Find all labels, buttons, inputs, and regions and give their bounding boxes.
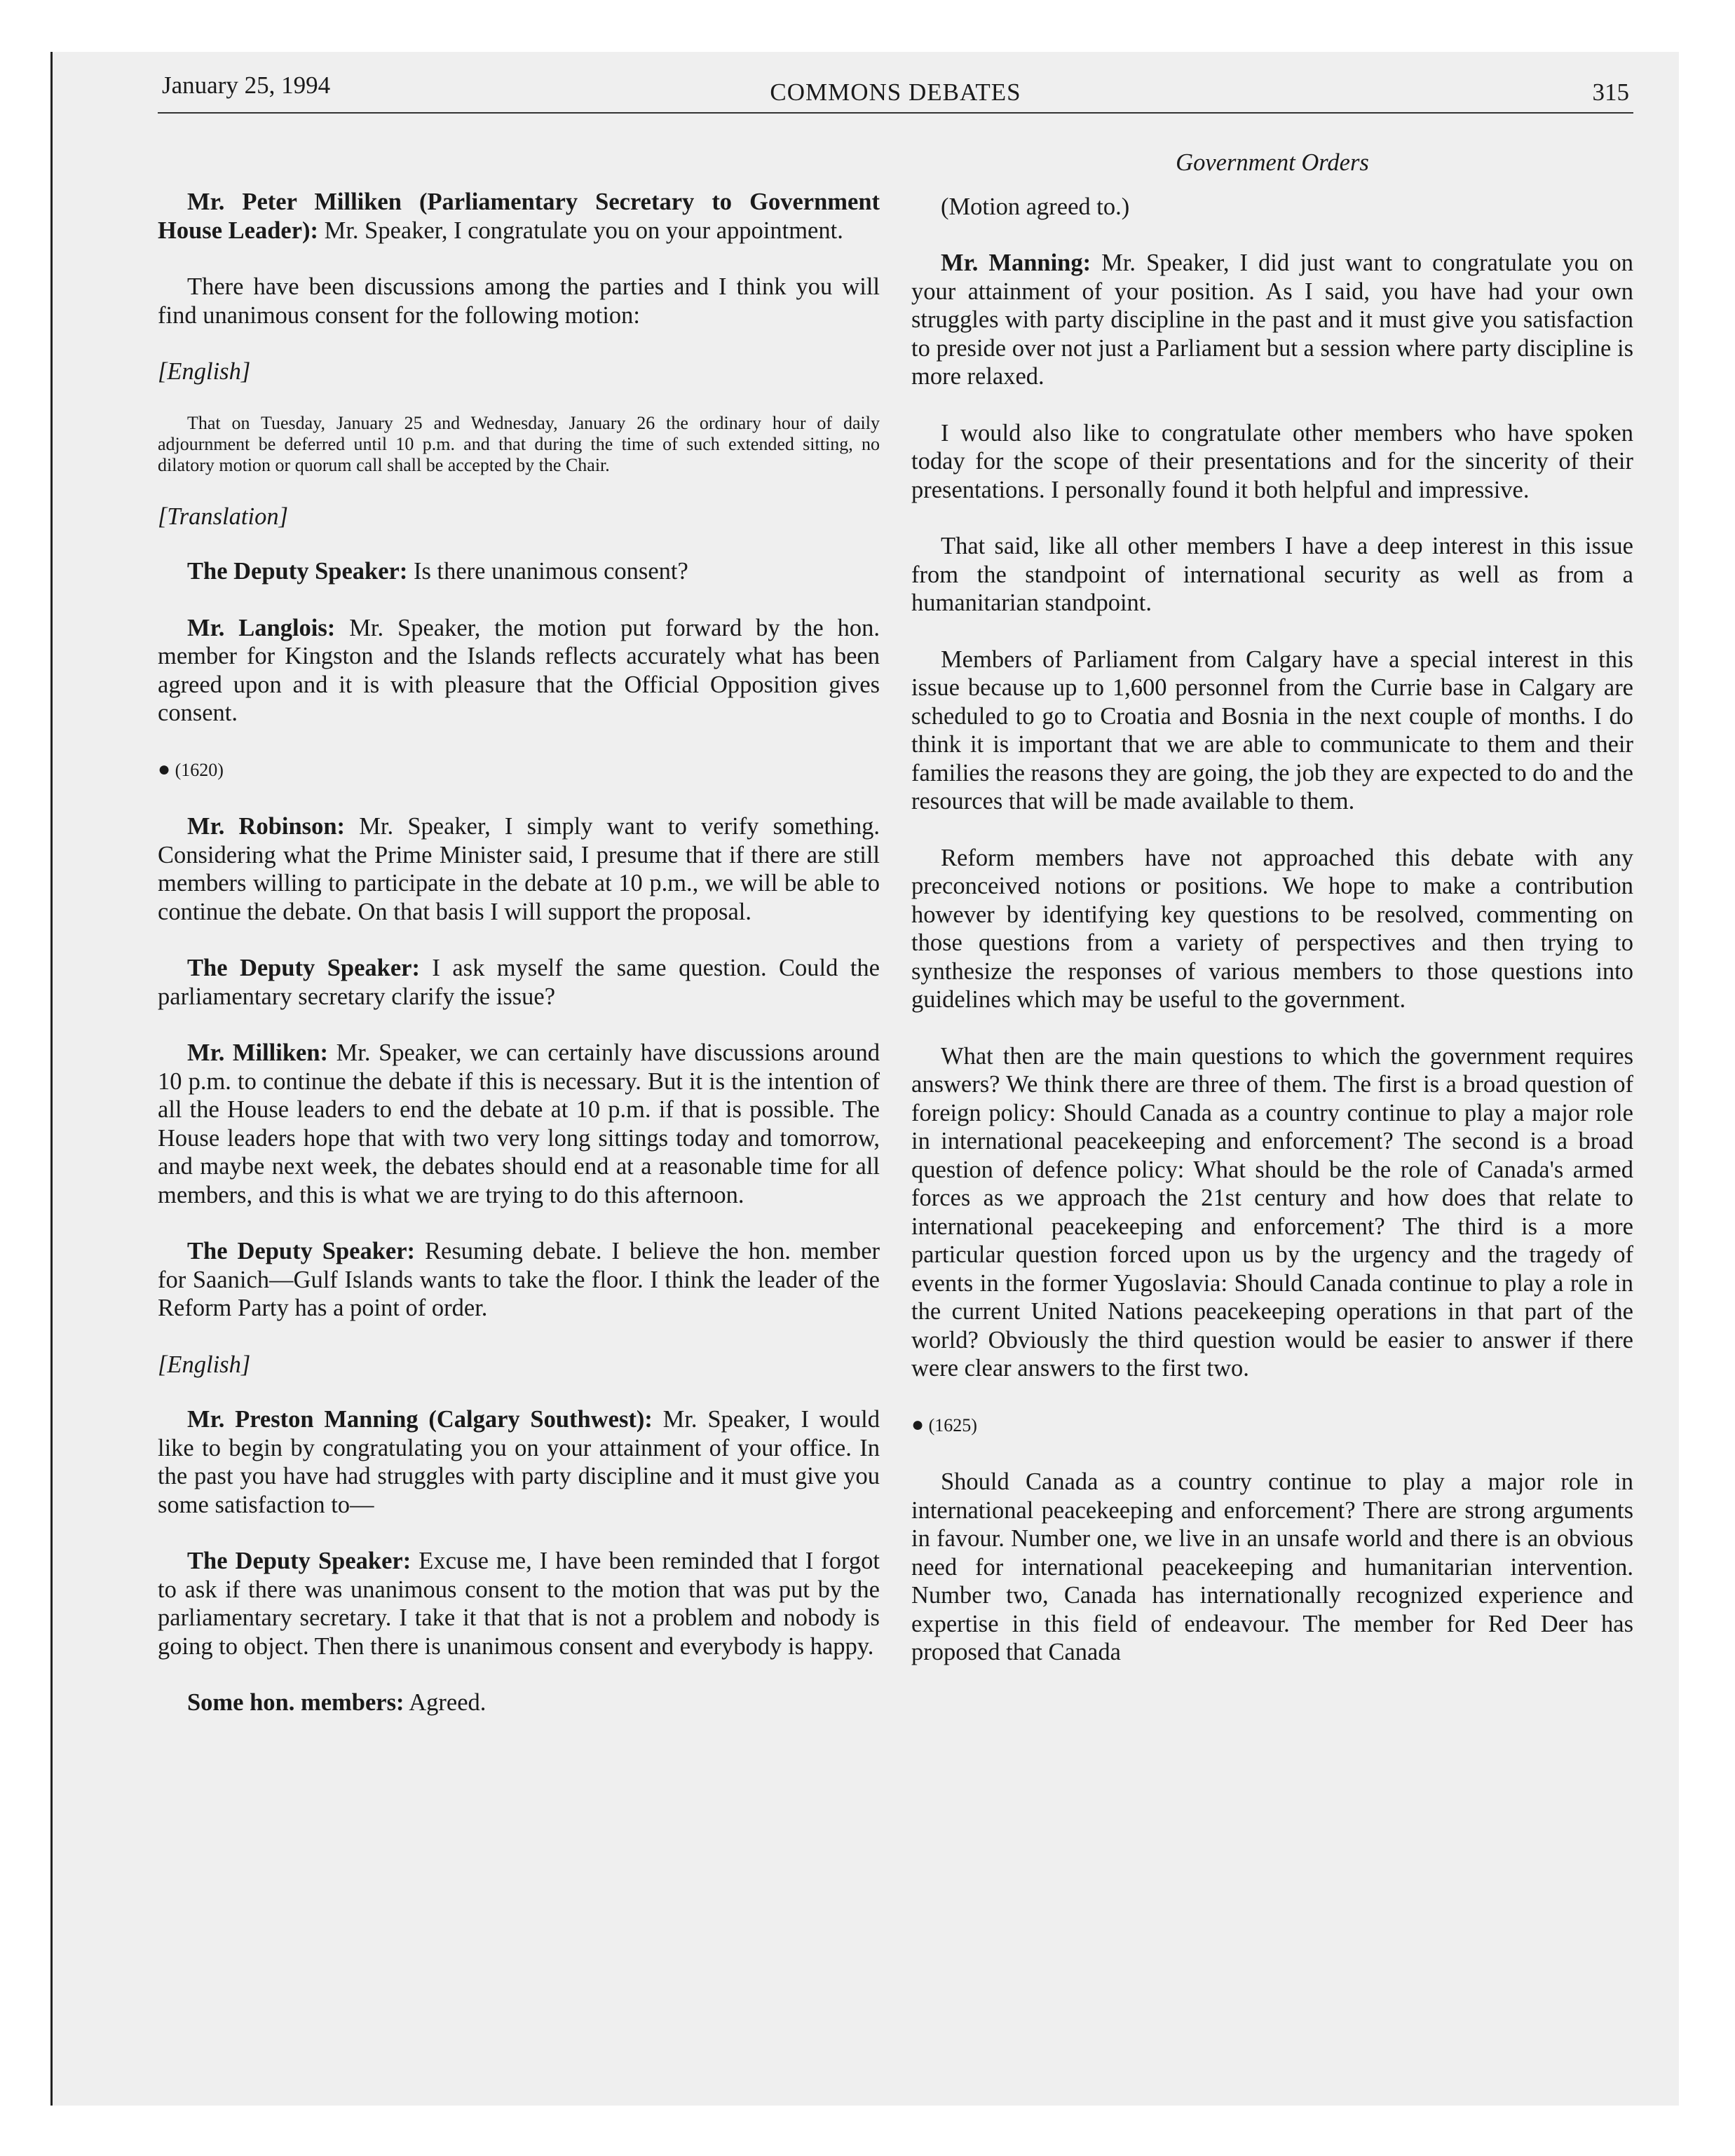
speaker-name: The Deputy Speaker:	[187, 955, 420, 981]
speech-text: Resuming debate. I believe the hon. member for Saanich—Gulf Islands wants to take the floor. I think the leader of the Reform Party has a point of order.	[158, 1238, 880, 1321]
paragraph	[158, 557, 880, 586]
paragraph: That said, like all other members I have a deep interest in this issue from the standpoint of international security as well as from a humanitarian standpoint.	[911, 533, 1633, 616]
speech-text: Mr. Speaker, I congratulate you on your appointment.	[318, 217, 843, 244]
speaker-name: Mr. Langlois:	[187, 614, 336, 641]
time-stamp: (1625)	[928, 1414, 977, 1435]
speaker-name: Mr. Peter Milliken (Parliamentary Secretary to Government House Leader):	[158, 189, 880, 244]
speech-text: Mr. Speaker, I would like to begin by congratulating you on your attainment of your office. In the past you have had struggles with party discipline and it must give you some satisfaction to—	[158, 1406, 880, 1518]
header-date: January 25, 1994	[162, 71, 331, 99]
paragraph: I would also like to congratulate other members who have spoken today for the scope of their presentations and for the sincerity of their presentations. I personally found it both helpful and impressive.	[911, 419, 1633, 503]
paragraph	[158, 1237, 880, 1323]
paragraph	[158, 614, 880, 728]
speech-text: Mr. Speaker, the motion put forward by the hon. member for Kingston and the Islands reflects accurately what has been agreed upon and it is with pleasure that the Official Opposition gives consent.	[158, 614, 880, 726]
paragraph	[158, 1039, 880, 1209]
paragraph: Should Canada as a country continue to play a major role in international peacekeeping and enforcement? There are strong arguments in favour. Number one, we live in an unsafe world and there is an obvious need for international peacekeeping and humanitarian intervention. Number two, Canada has internationally recognized experience and expertise in this field of endeavour. The member for Red Deer has proposed that Canada	[911, 1468, 1633, 1665]
language-marker: [Translation]	[158, 503, 288, 530]
speaker-name: The Deputy Speaker:	[187, 1548, 411, 1574]
speech-text: Agreed.	[404, 1689, 487, 1716]
paragraph	[158, 1547, 880, 1660]
paragraph	[158, 812, 880, 926]
speech-text: Mr. Speaker, I did just want to congratulate you on your attainment of your position. As I said, you have had your own struggles with party discipline in the past and it must give you satisfaction to preside over not just a Parliament but a session where party discipline is more relaxed.	[911, 250, 1633, 390]
speech-text: Mr. Speaker, we can certainly have discussions around 10 p.m. to continue the debate if this is necessary. But it is the intention of all the House leaders to end the debate at 10 p.m. if that is possible. The House leaders hope that with two very long sittings today and tomorrow, and maybe next week, the debates should end at a reasonable time for all members, and this is what we are trying to do this afternoon.	[158, 1039, 880, 1208]
language-marker: [English]	[158, 358, 251, 385]
speech-text: Is there unanimous consent?	[407, 558, 688, 585]
page-number: 315	[1592, 79, 1629, 106]
paragraph: (Motion agreed to.)	[941, 193, 1130, 220]
time-marker	[911, 1411, 1633, 1440]
paragraph	[911, 249, 1633, 391]
paragraph	[158, 1405, 880, 1519]
running-header	[158, 70, 1633, 114]
speech-text: Excuse me, I have been reminded that I forgot to ask if there was unanimous consent to the motion that was put by the parliamentary secretary. I take it that that is not a problem and nobody is going to object. Then there is unanimous consent and everybody is happy.	[158, 1548, 880, 1660]
speaker-name: The Deputy Speaker:	[187, 558, 408, 585]
language-marker: [English]	[158, 1351, 251, 1378]
time-marker	[158, 756, 880, 785]
time-stamp: (1620)	[175, 759, 224, 780]
speaker-name: Mr. Robinson:	[187, 813, 346, 840]
speaker-name: Mr. Manning:	[941, 250, 1091, 276]
paragraph	[158, 954, 880, 1011]
section-rubric: Government Orders	[1176, 149, 1369, 176]
paragraph: Reform members have not approached this debate with any preconceived notions or positions. We hope to make a contribution however by identifying key questions to be resolved, commenting on those questions from a variety of perspectives and then trying to synthesize the responses of various members to those questions into guidelines which may be useful to the government.	[911, 844, 1633, 1013]
bullet-icon: ●	[158, 757, 171, 781]
left-column	[158, 188, 880, 1745]
right-column	[911, 149, 1633, 1695]
bullet-icon: ●	[911, 1412, 925, 1436]
paragraph: There have been discussions among the parties and I think you will find unanimous consent for the following motion:	[158, 273, 880, 329]
header-title: COMMONS DEBATES	[770, 79, 1021, 106]
speaker-name: Mr. Milliken:	[187, 1039, 329, 1066]
paragraph: What then are the main questions to which the government requires answers? We think there are three of them. The first is a broad question of foreign policy: Should Canada as a country continue to play a major role in international peacekeeping and enforcement? The second is a broad question of defence policy: What should be the role of Canada's armed forces as we approach the 21st century and how does that relate to international peacekeeping and enforcement? The third is a more particular question forced upon us by the urgency and the tragedy of events in the former Yugoslavia: Should Canada continue to play a role in the current United Nations peacekeeping operations in that part of the world? Obviously the third question would be easier to answer if there were clear answers to the first two.	[911, 1042, 1633, 1381]
speaker-name: Mr. Preston Manning (Calgary Southwest):	[187, 1406, 653, 1433]
speech-text: I ask myself the same question. Could the parliamentary secretary clarify the issue?	[158, 955, 880, 1010]
speech-text: Mr. Speaker, I simply want to verify something. Considering what the Prime Minister said, I presume that if there are still members willing to participate in the debate at 10 p.m., we will be able to continue the debate. On that basis I will support the proposal.	[158, 813, 880, 925]
motion-text: That on Tuesday, January 25 and Wednesday, January 26 the ordinary hour of daily adjournment be deferred until 10 p.m. and that during the time of such extended sitting, no dilatory motion or quorum call shall be accepted by the Chair.	[158, 412, 880, 475]
paragraph: Members of Parliament from Calgary have a special interest in this issue because up to 1,600 personnel from the Currie base in Calgary are scheduled to go to Croatia and Bosnia in the next couple of months. I do think it is important that we are able to communicate to them and their families the reasons they are going, the job they are expected to do and the resources that will be made available to them.	[911, 646, 1633, 814]
paragraph	[158, 188, 880, 245]
speaker-name: The Deputy Speaker:	[187, 1238, 416, 1264]
speaker-name: Some hon. members:	[187, 1689, 404, 1716]
paragraph	[158, 1688, 880, 1717]
